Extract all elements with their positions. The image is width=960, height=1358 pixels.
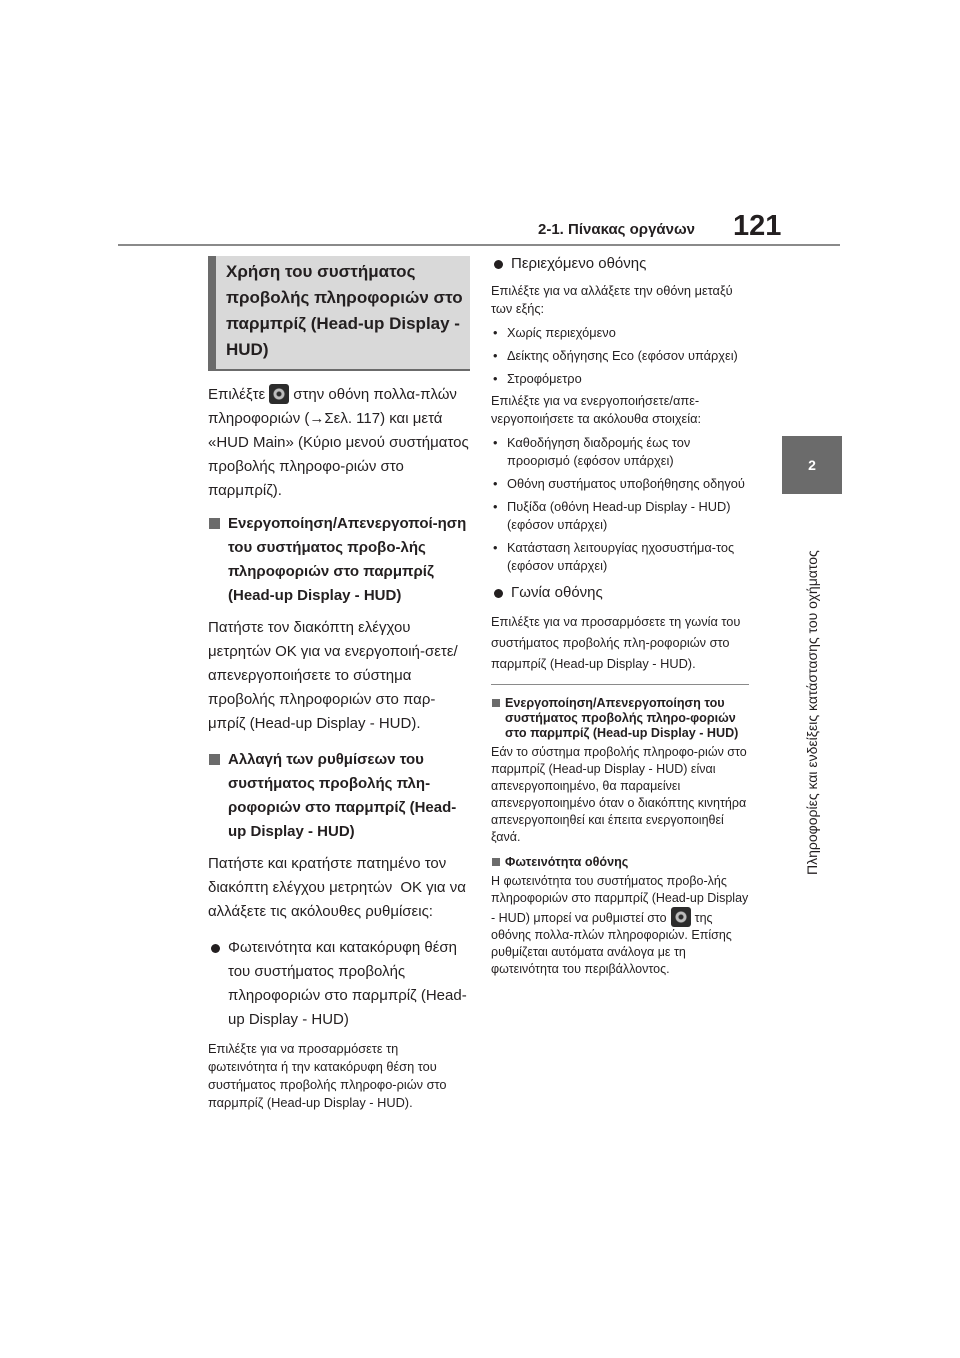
subheading-settings-text: Αλλαγή των ρυθμίσεων του συστήματος προβολής πλη-ροφοριών στο παρμπρίζ (Head-up Display - HUD) xyxy=(228,751,457,840)
chapter-number: 2 xyxy=(808,457,816,473)
settings-gear-icon xyxy=(269,384,289,404)
settings-paragraph xyxy=(208,852,470,924)
settings-text-b: για να αλλάξετε τις ακόλουθες ρυθμίσεις: xyxy=(208,879,466,920)
settings-text-a: Πατήστε και κρατήστε πατημένο τον διακόπτη ελέγχου μετρητών xyxy=(208,855,447,896)
list-item: • Πυξίδα (οθόνη Head-up Display - HUD) (εφόσον υπάρχει) xyxy=(493,499,731,532)
note-brightness-title xyxy=(491,855,749,870)
intro-text-b: στην οθόνη πολλα-πλών πληροφοριών (→Σελ. 117) και μετά «HUD Main» (Κύριο μενού συστήματος προβολής πληροφο-ριών στο παρμπρίζ). xyxy=(208,386,469,499)
intro-paragraph xyxy=(208,383,470,503)
page-number: 121 xyxy=(733,210,782,242)
header-rule xyxy=(118,244,840,246)
square-bullet-icon xyxy=(492,858,500,866)
settings-gear-icon xyxy=(671,907,691,927)
note-brightness-text-a: Η φωτεινότητα του συστήματος προβο-λής πληροφοριών στο παρμπρίζ (Head-up Display - HUD) μπορεί να ρυθμιστεί στο xyxy=(491,874,749,925)
list-item: • Στροφόμετρο xyxy=(493,371,582,386)
list-item: • Δείκτης οδήγησης Eco (εφόσον υπάρχει) xyxy=(493,348,738,363)
note-brightness-body xyxy=(491,873,749,978)
item-content-title xyxy=(491,252,749,276)
item-brightness-title xyxy=(208,936,470,1032)
item-content-intro: Επιλέξτε για να αλλάξετε την οθόνη μεταξύ των εξής: xyxy=(491,283,733,316)
right-column xyxy=(491,252,749,978)
ok-button-label: OK xyxy=(275,643,297,660)
list-item: • Κατάσταση λειτουργίας ηχοσυστήμα-τος (εφόσον υπάρχει) xyxy=(493,540,735,573)
intro-text-a: Επιλέξτε xyxy=(208,386,266,403)
section-heading: Χρήση του συστήματος προβολής πληροφοριών στο παρμπρίζ (Head-up Display - HUD) xyxy=(208,256,470,371)
list-item: • Χωρίς περιεχόμενο xyxy=(493,325,616,340)
section-title: 2-1. Πίνακας οργάνων xyxy=(538,221,695,238)
note-toggle-title-text: Ενεργοποίηση/Απενεργοποίηση του συστήματος προβολής πληρο-φοριών στο παρμπρίζ (Head-up Display - HUD) xyxy=(505,696,739,740)
note-brightness-title-text: Φωτεινότητα οθόνης xyxy=(505,855,629,869)
subheading-toggle-text: Ενεργοποίηση/Απενεργοποί-ηση του συστήματος προβο-λής πληροφοριών στο παρμπρίζ (Head-up Display - HUD) xyxy=(228,515,467,604)
left-column xyxy=(208,256,470,1112)
round-bullet-icon xyxy=(211,944,220,953)
item-content-text: Περιεχόμενο οθόνης xyxy=(511,255,647,272)
square-bullet-icon xyxy=(209,754,220,765)
note-toggle-title xyxy=(491,696,749,741)
note-toggle-body: Εάν το σύστημα προβολής πληροφο-ριών στο παρμπρίζ (Head-up Display - HUD) είναι απενεργοποιημένο, θα παραμείνει απενεργοποιημένο όταν ο διακόπτης κινητήρα απενεργοποιηθεί και έπειτα ενεργοποιηθεί ξανά. xyxy=(491,745,747,844)
ok-button-label: OK xyxy=(400,879,423,896)
chapter-tab[interactable] xyxy=(782,436,842,494)
subheading-settings xyxy=(208,748,470,844)
square-bullet-icon xyxy=(492,699,500,707)
item-angle-title xyxy=(491,581,749,605)
item-brightness-body: Επιλέξτε για να προσαρμόσετε τη φωτεινότητα ή την κατακόρυφη θέση του συστήματος προβολής πληροφο-ριών στο παρμπρίζ (Head-up Display - HUD). xyxy=(208,1041,447,1110)
round-bullet-icon xyxy=(494,589,503,598)
round-bullet-icon xyxy=(494,260,503,269)
list-item: • Οθόνη συστήματος υποβοήθησης οδηγού xyxy=(493,476,745,491)
item-angle-body: Επιλέξτε για να προσαρμόσετε τη γωνία του συστήματος προβολής πλη-ροφοριών στο παρμπρίζ (Head-up Display - HUD). xyxy=(491,614,741,671)
toggle-paragraph xyxy=(208,616,470,736)
item-content-mid: Επιλέξτε για να ενεργοποιήσετε/απε-νεργοποιήσετε τα ακόλουθα στοιχεία: xyxy=(491,393,702,426)
toggle-text-a: Πατήστε τον διακόπτη ελέγχου μετρητών xyxy=(208,619,411,660)
list-item: • Καθοδήγηση διαδρομής έως τον προορισμό (εφόσον υπάρχει) xyxy=(493,435,691,468)
chapter-title-vertical xyxy=(799,505,825,875)
item-angle-text: Γωνία οθόνης xyxy=(511,584,603,601)
item-brightness-text: Φωτεινότητα και κατακόρυφη θέση του συστήματος προβολής πληροφοριών στο παρμπρίζ (Head-up Display - HUD) xyxy=(228,939,467,1028)
chapter-title: Πληροφορίες και ενδείξεις κατάστασης του οχήματος xyxy=(804,550,820,875)
note-divider xyxy=(491,684,749,685)
toggle-text-b: για να ενεργοποιή-σετε/απενεργοποιήσετε το σύστημα προβολής πληροφοριών στο παρ-μπρίζ (Head-up Display - HUD). xyxy=(208,643,458,732)
square-bullet-icon xyxy=(209,518,220,529)
subheading-toggle xyxy=(208,512,470,608)
note-brightness-text-b: της οθόνης πολλα-πλών πληροφοριών. Επίσης ρυθμίζεται αυτόματα ανάλογα με τη φωτεινότητα του περιβάλλοντος. xyxy=(491,911,732,976)
toggle-list xyxy=(491,434,749,575)
content-list xyxy=(491,324,749,388)
